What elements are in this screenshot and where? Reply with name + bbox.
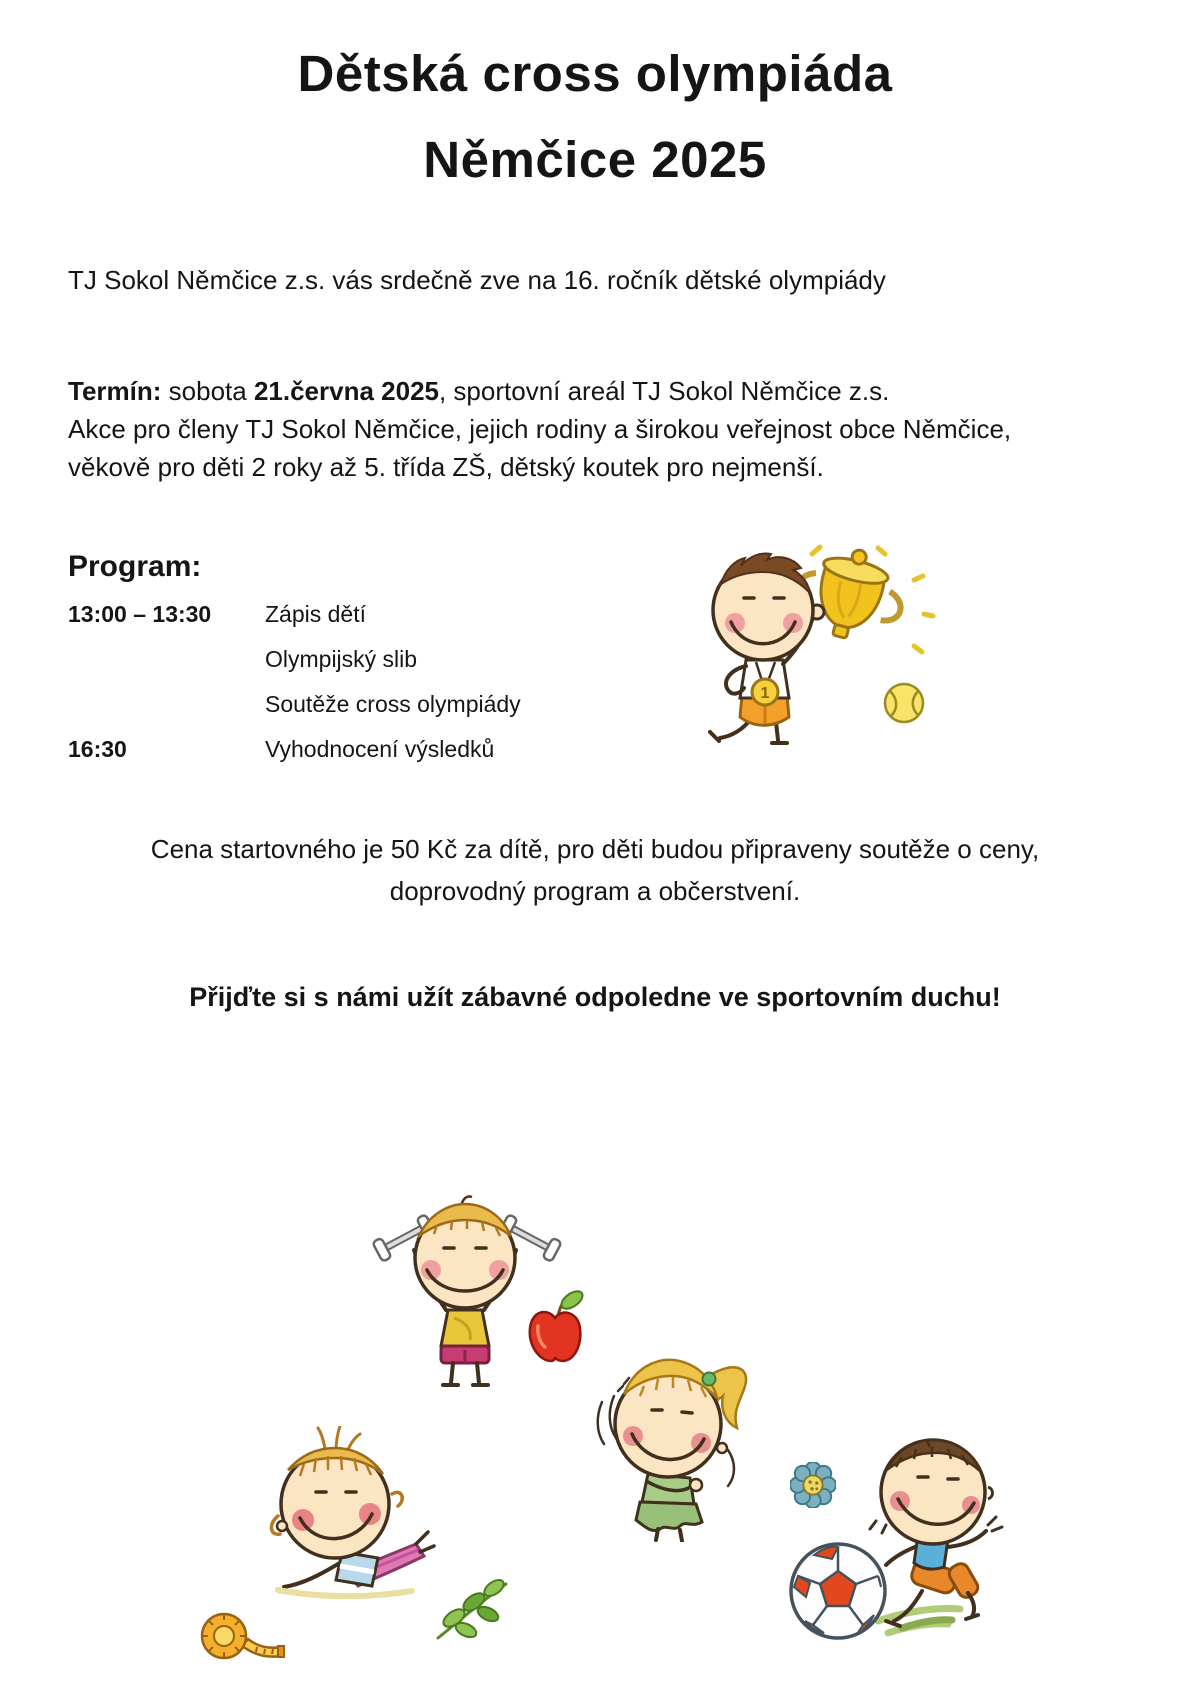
program-row xyxy=(68,691,521,736)
termin-line xyxy=(68,372,1011,410)
girl-dancing-icon xyxy=(596,1350,751,1542)
trophy-boy-illustration xyxy=(690,540,945,745)
football-icon xyxy=(791,1544,885,1638)
page-subtitle: Němčice 2025 xyxy=(423,131,767,188)
leaf-branch-icon xyxy=(432,1576,512,1644)
branch-illustration xyxy=(432,1576,512,1644)
program-row xyxy=(68,646,521,691)
program-row xyxy=(68,601,521,646)
football-boy-illustration xyxy=(782,1425,1012,1645)
program-heading: Program: xyxy=(68,550,202,583)
price-line-1: Cena startovného je 50 Kč za dítě, pro děti budou připraveny soutěže o ceny, xyxy=(150,834,1040,864)
price-text xyxy=(0,828,1190,912)
termin-label: Termín: xyxy=(68,376,162,406)
measuring-tape-icon xyxy=(194,1606,286,1664)
termin-text-1: sobota xyxy=(161,376,254,406)
termin-paragraph xyxy=(68,372,1011,486)
termin-date: 21.června 2025 xyxy=(253,376,439,406)
intro-text: TJ Sokol Němčice z.s. vás srdečně zve na 16. ročník dětské olympiády xyxy=(68,265,886,295)
apple-icon xyxy=(524,1288,586,1368)
program-row xyxy=(68,736,521,781)
sitting-girl-illustration xyxy=(220,1426,438,1604)
apple-illustration xyxy=(524,1288,586,1368)
program-table xyxy=(68,601,521,781)
program-activity: Olympijský slib xyxy=(265,646,418,672)
program-activity: Zápis dětí xyxy=(265,601,366,627)
price-line-2: doprovodný program a občerstvení. xyxy=(389,876,801,906)
boy-with-trophy-icon xyxy=(690,540,945,745)
termin-line-3: věkově pro děti 2 roky až 5. třída ZŠ, dětský koutek pro nejmenší. xyxy=(68,452,824,482)
tennis-ball-icon xyxy=(885,684,923,722)
dancing-girl-illustration xyxy=(596,1350,751,1542)
measuring-tape-illustration xyxy=(194,1606,286,1664)
termin-text-2: , sportovní areál TJ Sokol Němčice z.s. xyxy=(438,376,890,406)
termin-line-2: Akce pro členy TJ Sokol Němčice, jejich rodiny a širokou veřejnost obce Němčice, xyxy=(68,414,1012,444)
page-title: Dětská cross olympiáda xyxy=(297,45,893,102)
girl-sitting-icon xyxy=(220,1426,438,1604)
program-time: 16:30 xyxy=(68,736,127,762)
program-activity: Vyhodnocení výsledků xyxy=(265,736,495,762)
program-activity: Soutěže cross olympiády xyxy=(265,691,521,717)
invitation-text: Přijďte si s námi užít zábavné odpoledne ve sportovním duchu! xyxy=(189,982,1001,1012)
svg-text:1: 1 xyxy=(760,685,770,702)
boy-kicking-football-icon xyxy=(782,1425,1012,1645)
program-time: 13:00 – 13:30 xyxy=(68,601,212,627)
